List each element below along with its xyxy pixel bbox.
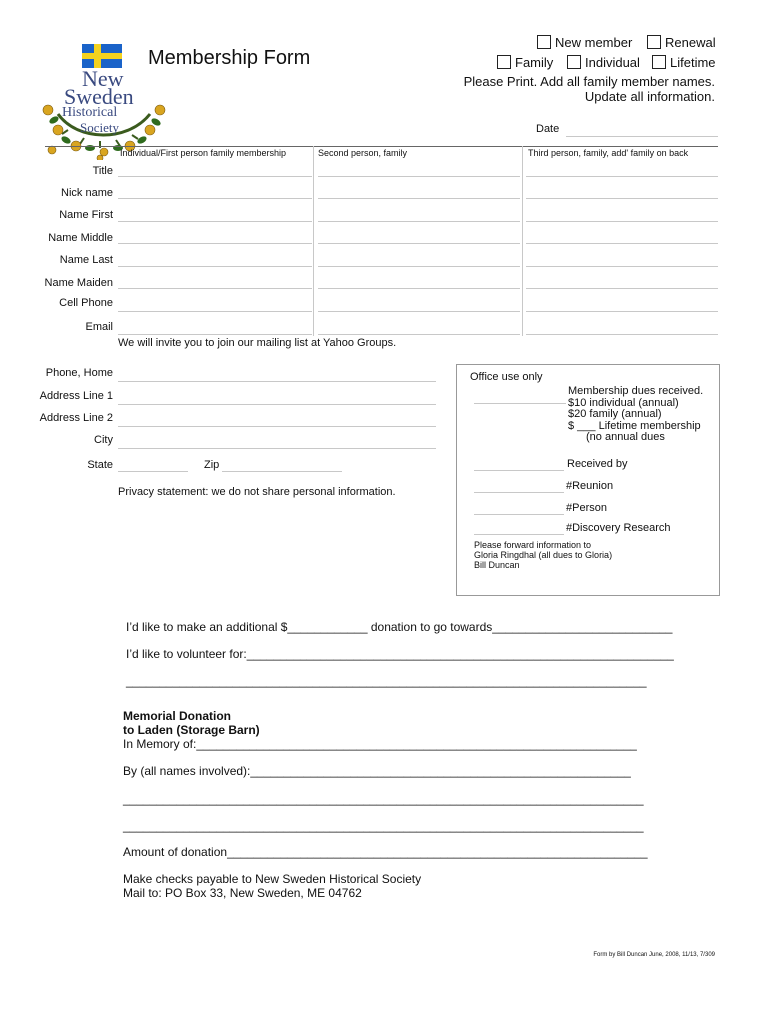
field-label-cell-phone: Cell Phone bbox=[59, 297, 113, 309]
column-header-2: Second person, family bbox=[318, 148, 408, 158]
checkbox-label: New member bbox=[555, 35, 633, 50]
amount-line: Amount of donation_______________________________________________________________ bbox=[123, 845, 648, 859]
in-memory-line: In Memory of:__________________________________________________________________ bbox=[123, 737, 637, 751]
logo-text-historical: Historical bbox=[62, 105, 118, 120]
date-field[interactable] bbox=[566, 136, 718, 137]
person-field-input[interactable] bbox=[118, 176, 312, 177]
person-label: #Person bbox=[566, 502, 607, 514]
person-field-input[interactable] bbox=[118, 266, 312, 267]
by-names-line: By (all names involved):_________________________________________________________ bbox=[123, 764, 631, 778]
checkbox-lifetime[interactable] bbox=[652, 55, 716, 70]
office-use-title: Office use only bbox=[470, 371, 543, 383]
instructions-line1: Please Print. Add all family member names. bbox=[463, 74, 715, 89]
logo-text-society: Society bbox=[80, 120, 119, 135]
volunteer-line: I’d like to volunteer for:________________________________________________________________ bbox=[126, 647, 674, 661]
dues-family: $20 family (annual) bbox=[568, 408, 662, 420]
person-field-input[interactable] bbox=[526, 311, 718, 312]
received-by-field[interactable] bbox=[474, 470, 564, 471]
privacy-statement: Privacy statement: we do not share personal information. bbox=[118, 486, 396, 498]
person-field-input[interactable] bbox=[318, 198, 520, 199]
memorial-heading-2: to Laden (Storage Barn) bbox=[123, 723, 260, 737]
checkbox-label: Family bbox=[515, 55, 554, 70]
person-field-input[interactable] bbox=[318, 221, 520, 222]
checkbox-renewal[interactable] bbox=[647, 35, 716, 50]
field-label-address1: Address Line 1 bbox=[39, 390, 113, 402]
dues-lifetime: $ ___ Lifetime membership bbox=[568, 420, 701, 432]
checkbox-label: Individual bbox=[585, 55, 640, 70]
column-header-3: Third person, family, add' family on back bbox=[528, 148, 689, 158]
field-label-address2: Address Line 2 bbox=[39, 412, 113, 424]
yahoo-note: We will invite you to join our mailing list at Yahoo Groups. bbox=[118, 337, 397, 349]
reunion-label: #Reunion bbox=[566, 480, 614, 492]
checkbox-box[interactable] bbox=[652, 55, 666, 69]
person-field-input[interactable] bbox=[526, 221, 718, 222]
dues-individual: $10 individual (annual) bbox=[568, 397, 679, 409]
form-title: Membership Form bbox=[148, 47, 311, 69]
person-field-input[interactable] bbox=[526, 243, 718, 244]
person-field-input[interactable] bbox=[118, 198, 312, 199]
field-label-name-last: Name Last bbox=[59, 254, 113, 266]
checkbox-family[interactable] bbox=[497, 55, 553, 70]
person-field-input[interactable] bbox=[526, 198, 718, 199]
person-field-input[interactable] bbox=[118, 334, 312, 335]
column-divider bbox=[313, 146, 314, 336]
person-field-input[interactable] bbox=[318, 266, 520, 267]
person-field-input[interactable] bbox=[318, 311, 520, 312]
blank-line-2: ______________________________________________________________________________ bbox=[123, 819, 644, 833]
instructions-line2: Update all information. bbox=[584, 89, 715, 104]
field-label-title: Title bbox=[92, 165, 113, 177]
address1-field[interactable] bbox=[118, 404, 436, 405]
person-field-input[interactable] bbox=[318, 288, 520, 289]
field-label-name-maiden: Name Maiden bbox=[44, 277, 113, 289]
checkbox-box[interactable] bbox=[567, 55, 581, 69]
forward-line2: Gloria Ringdhal (all dues to Gloria) bbox=[474, 550, 613, 560]
checkbox-new-member[interactable] bbox=[537, 35, 632, 50]
phone-home-field[interactable] bbox=[118, 381, 436, 382]
field-label-city: City bbox=[94, 434, 113, 446]
person-field-input[interactable] bbox=[118, 221, 312, 222]
column-divider bbox=[522, 146, 523, 336]
dues-amount-field[interactable] bbox=[474, 403, 566, 404]
forward-line1: Please forward information to bbox=[474, 540, 592, 550]
checkbox-individual[interactable] bbox=[567, 55, 640, 70]
date-label: Date bbox=[536, 123, 560, 135]
footer-credit: Form by Bill Duncan June, 2008, 11/13, 7/309 bbox=[593, 952, 715, 958]
checkbox-label: Renewal bbox=[665, 35, 716, 50]
checkbox-box[interactable] bbox=[537, 35, 551, 49]
person-field-input[interactable] bbox=[526, 288, 718, 289]
checkbox-box[interactable] bbox=[497, 55, 511, 69]
person-field-input[interactable] bbox=[118, 243, 312, 244]
volunteer-line-2: ______________________________________________________________________________ bbox=[126, 674, 647, 688]
person-field-input[interactable] bbox=[118, 288, 312, 289]
memorial-heading-1: Memorial Donation bbox=[123, 709, 232, 723]
field-label-state: State bbox=[87, 459, 113, 471]
person-field-input[interactable] bbox=[318, 176, 520, 177]
person-field-input[interactable] bbox=[526, 266, 718, 267]
dues-title: Membership dues received. bbox=[568, 385, 704, 397]
header-rule bbox=[45, 146, 718, 147]
logo-text-sweden: Sweden bbox=[64, 84, 134, 109]
field-label-email: Email bbox=[85, 321, 113, 333]
logo-text-new: New bbox=[82, 66, 124, 91]
reunion-field[interactable] bbox=[474, 492, 564, 493]
discovery-label: #Discovery Research bbox=[566, 522, 671, 534]
city-field[interactable] bbox=[118, 448, 436, 449]
dues-no-annual: (no annual dues bbox=[586, 431, 665, 443]
field-label-name-middle: Name Middle bbox=[48, 232, 113, 244]
zip-field[interactable] bbox=[222, 471, 342, 472]
received-by-label: Received by bbox=[567, 458, 628, 470]
person-field-input[interactable] bbox=[318, 334, 520, 335]
person-field-input[interactable] bbox=[526, 334, 718, 335]
checks-payable: Make checks payable to New Sweden Historical Society bbox=[123, 872, 422, 886]
discovery-field[interactable] bbox=[474, 534, 564, 535]
checkbox-box[interactable] bbox=[647, 35, 661, 49]
mail-to: Mail to: PO Box 33, New Sweden, ME 04762 bbox=[123, 886, 362, 900]
blank-line-1: ______________________________________________________________________________ bbox=[123, 792, 644, 806]
person-field-input[interactable] bbox=[118, 311, 312, 312]
person-field-input[interactable] bbox=[526, 176, 718, 177]
donation-line: I’d like to make an additional $____________ donation to go towards___________________________ bbox=[126, 620, 673, 634]
forward-line3: Bill Duncan bbox=[474, 560, 520, 570]
checkbox-label: Lifetime bbox=[670, 55, 716, 70]
person-number-field[interactable] bbox=[474, 514, 564, 515]
state-field[interactable] bbox=[118, 471, 188, 472]
field-label-nickname: Nick name bbox=[61, 187, 113, 199]
address2-field[interactable] bbox=[118, 426, 436, 427]
person-field-input[interactable] bbox=[318, 243, 520, 244]
field-label-phone-home: Phone, Home bbox=[45, 367, 113, 379]
column-header-1: Individual/First person family membership bbox=[120, 148, 287, 158]
field-label-name-first: Name First bbox=[59, 209, 113, 221]
field-label-zip: Zip bbox=[204, 459, 220, 471]
